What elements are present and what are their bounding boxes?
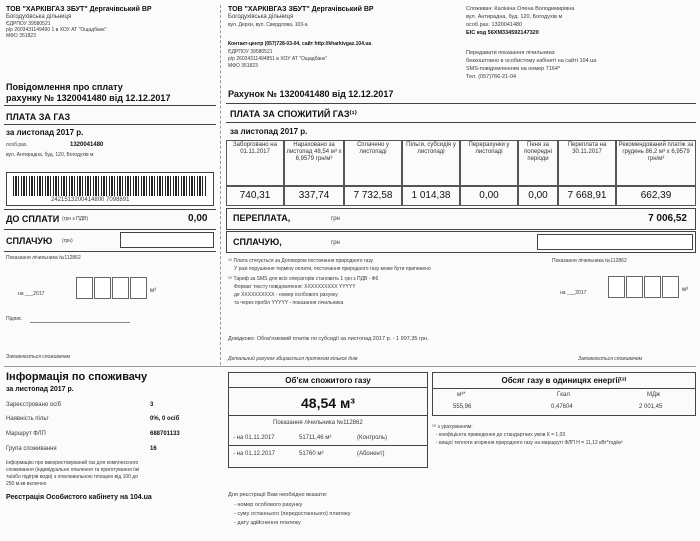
bill-col-header: Пільги, субсидія у листопаді [402, 140, 460, 186]
bill-col-header: Нараховано за листопад 48,54 м³ х 6,9579 грн/м³ [284, 140, 344, 186]
energy-header-m3: м³* [457, 392, 466, 398]
bill-rule [226, 103, 696, 104]
bill-value-overpay: 7 668,91 [558, 186, 616, 206]
paid-label: СПЛАЧУЮ [6, 236, 53, 246]
info-row-value: 688701133 [150, 431, 180, 437]
info-row-label: Маршрут ФЛП [6, 431, 46, 437]
volume-title-cell [228, 372, 428, 388]
bill-title: Рахунок № 1320041480 від 12.12.2017 [228, 89, 394, 99]
info-row-label: Зареєстровано осіб [6, 402, 61, 408]
meter-digit[interactable] [662, 276, 679, 298]
note-6: та через пробіл YYYYY - показання лічильника [234, 300, 344, 306]
stub-period: за листопад 2017 р. [6, 128, 84, 137]
volume-rule [229, 415, 427, 416]
volume-row1-value: 51711,46 м³ [299, 435, 332, 441]
report-phone: Тел. (057)766-21-04 [466, 74, 517, 80]
bill-paid-input[interactable] [537, 234, 693, 250]
energy-title: Обсяг газу в одиницях енергії⁽³⁾ [501, 376, 627, 385]
bill-col-header: Сплачено у листопаді [344, 140, 402, 186]
registration-link[interactable]: Реєстрація Особистого кабінету на 104.ua [6, 494, 152, 501]
volume-row1-note: (Контроль) [357, 435, 388, 441]
bill-value-debt: 740,31 [226, 186, 284, 206]
barcode-number: 2421513200414800 7098891 [51, 197, 130, 203]
barcode [13, 176, 207, 196]
consumer-eic: ЕІС код 56XM334592147320 [466, 30, 539, 36]
info-row-label: Група споживання [6, 446, 57, 452]
volume-row2-value: 51760 м³ [299, 451, 324, 457]
stub-branch: Богодухівська дільниця [6, 14, 72, 20]
notes-unit: м³ [682, 287, 689, 293]
notes-meter-label: Показання лічильника №112862 [552, 258, 627, 264]
header-account: р/р 26034311494851 в ХОУ АТ "Ощадбанк" [228, 56, 327, 62]
header-code: ЄДРПОУ 39580521 [228, 49, 273, 55]
stub-notice-account: рахунку № 1320041480 від 12.12.2017 [6, 93, 171, 103]
bill-paid-row [226, 231, 696, 253]
header-address: вул. Дерхи, вул. Свердлова, 103-а [228, 22, 308, 28]
subsidy-note: Довідково: Обов'язковий платіж по субсидії за листопад 2017 р. - 1 997,35 грн. [228, 336, 429, 342]
bill-col-header: Пеня за попередні періоди [518, 140, 558, 186]
bill-period: за листопад 2017 р. [230, 127, 308, 136]
volume-row1-date: - на 01.11.2017 [233, 435, 275, 441]
bill-value-recalc: 0,00 [460, 186, 518, 206]
meter-digit[interactable] [626, 276, 643, 298]
bill-subtitle: ПЛАТА ЗА СПОЖИТИЙ ГАЗ⁽¹⁾ [230, 109, 357, 119]
stub-filled-label: Заповнюється споживачем [6, 354, 71, 360]
stub-address: вул. Антирадна, буд. 120, Богодухів м [6, 152, 94, 158]
header-branch: Богодухівська дільниця [228, 14, 294, 20]
stub-code: ЄДРПОУ 39580521 [6, 21, 51, 27]
bill-paid-unit: грн [331, 240, 340, 246]
energy-value-m3: 555,96 [453, 404, 472, 410]
stub-account: р/р 2603431149490 1 в ХОУ АТ "Ощадбанк" [6, 27, 107, 33]
consumer-info-title: Інформація по споживачу [6, 371, 148, 383]
notes-filled-label: Заповнюється споживачем [578, 356, 643, 362]
stub-rule [4, 229, 216, 230]
bill-col-header: Рекомендований платіж за грудень 86,2 м³ х 6,9579 грн/м³ [616, 140, 696, 186]
stub-meter-digit[interactable] [76, 277, 93, 299]
stub-meter-digit[interactable] [130, 277, 147, 299]
consumer-name: Споживач: Калініна Олена Володимирівна [466, 6, 575, 12]
stub-meter-digit[interactable] [112, 277, 129, 299]
energy-box [432, 372, 696, 416]
stub-personal-value: 1320041480 [70, 142, 104, 148]
bill-col-header: Перерахунки у листопаді [460, 140, 518, 186]
volume-title: Об'єм спожитого газу [285, 376, 371, 385]
overpay-row [226, 208, 696, 230]
bill-value-paid: 7 732,58 [344, 186, 402, 206]
volume-value: 48,54 м³ [301, 395, 355, 411]
info-text: споживання (індивідуальне опалення та приготування їжі [6, 467, 140, 473]
meter-digit[interactable] [644, 276, 661, 298]
volume-meter-label: Показання лічильника №112862 [273, 420, 363, 426]
info-row-value: 0%, 0 осіб [150, 416, 180, 422]
stub-rule [4, 209, 216, 210]
info-row-value: 16 [150, 446, 157, 452]
stub-paid-input[interactable] [120, 232, 214, 248]
volume-row2-date: - на 01.12.2017 [233, 451, 276, 457]
footer-item: - номер особового рахунку [234, 502, 303, 508]
info-row-label: Наявність пільг [6, 416, 49, 422]
energy-note-2: - коефіцієнта приведення до стандартних умов К = 1,03 [436, 432, 566, 438]
stub-meter-label: Показання лічильника №112862 [6, 255, 81, 261]
overpay-unit: грн [331, 216, 340, 222]
footer-title: Для реєстрації Вам необхідно вказати: [228, 492, 328, 498]
to-pay-label: ДО СПЛАТИ [6, 214, 60, 224]
bill-value-penalty: 0,00 [518, 186, 558, 206]
barcode-box [6, 172, 214, 206]
stub-rule [4, 105, 216, 106]
to-pay-value: 0,00 [188, 213, 208, 224]
separate-note: Детальний рахунок збирається протягом кількох днів [228, 356, 358, 362]
stub-company: ТОВ "ХАРКІВГАЗ ЗБУТ" Дергачівський ВР [6, 6, 152, 13]
stub-date: на ___2017 [18, 291, 45, 297]
volume-rule [229, 445, 427, 446]
stub-rule [4, 251, 216, 252]
note-4: Формат тексту повідомлення: XXXXXXXXXX YYYYY [234, 284, 356, 290]
stub-separator [220, 5, 221, 365]
notes-date: на ___2017 [560, 290, 587, 296]
stub-rule [4, 124, 216, 125]
footer-item: - дату здійснення платежу [234, 520, 301, 526]
header-company: ТОВ "ХАРКІВГАЗ ЗБУТ" Дергачівський ВР [228, 6, 374, 13]
signature-label: Підпис [6, 316, 22, 322]
overpay-label: ПЕРЕПЛАТА, [233, 213, 291, 223]
energy-note-1: ⁽³⁾ з урахуванням: [432, 424, 473, 430]
overpay-value: 7 006,52 [648, 213, 687, 224]
consumer-address: вул. Антирадна, буд. 120, Богодухів м [466, 14, 563, 20]
info-row-value: 3 [150, 402, 154, 408]
energy-header-gcal: Гкал [557, 392, 570, 398]
stub-unit: м³ [150, 288, 157, 294]
note-1: ⁽¹⁾ Плата стягується за Договором постачання природного газу [228, 258, 374, 264]
bill-paid-label: СПЛАЧУЮ, [233, 237, 282, 247]
stub-gas-payment: ПЛАТА ЗА ГАЗ [6, 112, 71, 122]
note-3: ⁽²⁾ Тариф за SMS для всіх операторів становить 1 грн з ПДВ - Ф6 [228, 276, 379, 282]
note-2: У разі порушення терміну оплати, постачання природного газу може бути припинено [234, 266, 431, 272]
report-title: Передавати показання лічильника: [466, 50, 556, 56]
bill-col-header: Заборговано на 01.11.2017 [226, 140, 284, 186]
report-sms: SMS-повідомленням на номер 7164* [466, 66, 561, 72]
energy-note-3: - вищої теплоти згоряння природного газу на маршруті ФЛП Н = 11,12 кВт*год/м³ [436, 440, 623, 446]
report-site: безкоштовно в особистому кабінеті на сайті 104.ua [466, 58, 597, 64]
signature-line [30, 322, 130, 323]
energy-value-gcal: 0,47604 [551, 404, 573, 410]
meter-digit[interactable] [608, 276, 625, 298]
volume-row2-note: (Абонент) [357, 451, 385, 457]
horizontal-separator [4, 366, 696, 367]
bill-col-header: Переплата на 30.11.2017 [558, 140, 616, 186]
note-5: де XXXXXXXXXX - номер особового рахунку [234, 292, 338, 298]
stub-meter-digit[interactable] [94, 277, 111, 299]
bill-rule [226, 122, 696, 123]
info-text: та/або підігрів води) з опалювальною площею від 100 до [6, 474, 139, 480]
bill-value-recommended: 662,39 [616, 186, 696, 206]
stub-notice-title: Повідомлення про сплату [6, 82, 123, 92]
energy-value-mj: 2 001,45 [639, 404, 663, 410]
volume-box [228, 372, 428, 468]
to-pay-note: (грн з ПДВ) [62, 216, 89, 222]
bill-value-charged: 337,74 [284, 186, 344, 206]
info-text: 250 м.кв включно [6, 481, 47, 487]
consumer-info-period: за листопад 2017 р. [6, 386, 74, 393]
bill-value-subsidy: 1 014,38 [402, 186, 460, 206]
stub-personal-label: особ.рах. [6, 142, 28, 148]
info-text: Інформацію про використовуваний газ для комплексного [6, 460, 139, 466]
header-contact: Контакт-центр (057)728-03-04, сайт http://kharkivgaz.104.ua [228, 41, 372, 47]
energy-header-mj: МДж [647, 392, 661, 398]
header-mfo: МФО 351823 [228, 63, 258, 69]
paid-note: (грн) [62, 238, 73, 244]
stub-mfo: МФО 351823 [6, 33, 36, 39]
energy-rule [433, 388, 695, 389]
consumer-personal: особ.рах. 1320041480 [466, 22, 523, 28]
footer-item: - суму останнього (передостаннього) платежу [234, 511, 351, 517]
